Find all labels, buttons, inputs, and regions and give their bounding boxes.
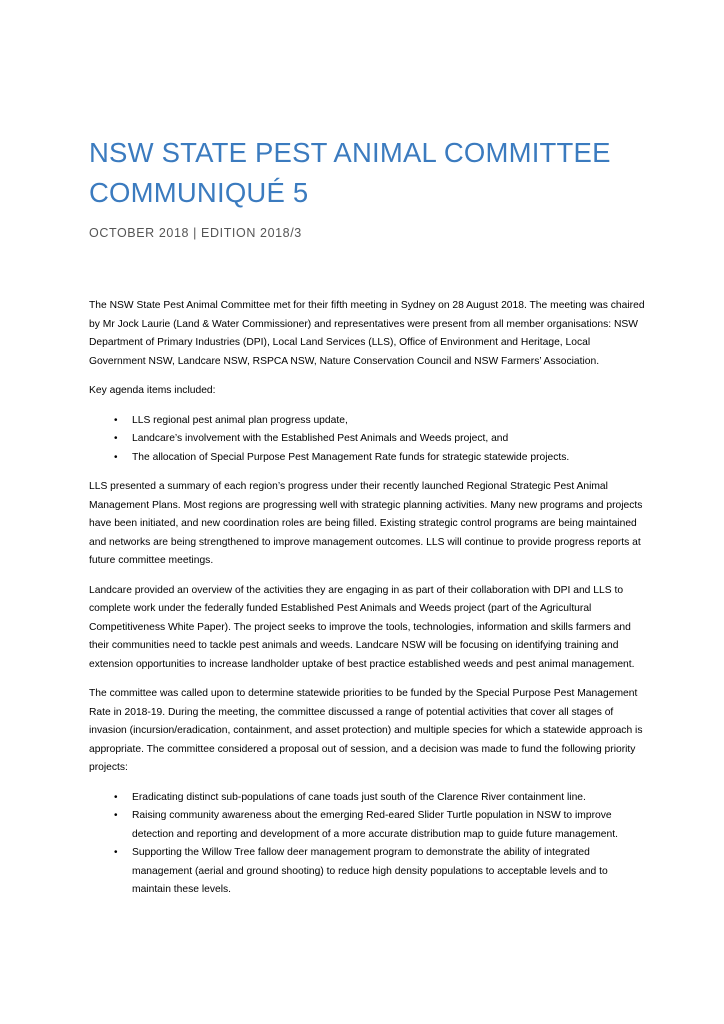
- priority-projects-list: [89, 789, 649, 900]
- document-body: [89, 297, 649, 911]
- agenda-list: [89, 412, 649, 468]
- list-item: • The allocation of Special Purpose Pest Management Rate funds for strategic statewide projects.: [89, 449, 649, 468]
- edition-subtitle: OCTOBER 2018 | EDITION 2018/3: [89, 226, 302, 240]
- lls-summary-paragraph: LLS presented a summary of each region’s progress under their recently launched Regional Strategic Pest Animal Management Plans. Most regions are progressing well with strategic planning activities. Many new programs and projects have been initiated, and new coordination roles are being filled. Existing strategic control programs are being maintained and networks are being strengthened to improve management outcomes. LLS will continue to provide progress reports at future committee meetings.: [89, 481, 643, 566]
- list-item: • Eradicating distinct sub-populations of cane toads just south of the Clarence River containment line.: [89, 789, 649, 808]
- agenda-intro-paragraph: Key agenda items included:: [89, 385, 216, 396]
- landcare-paragraph: Landcare provided an overview of the activities they are engaging in as part of their collaboration with DPI and LLS to complete work under the federally funded Established Pest Animals and Weeds project (part of the Agricultural Competitiveness White Paper). The project seeks to improve the tools, technologies, information and skills farmers and their communities need to tackle pest animals and weeds. Landcare NSW will be focusing on identifying training and extension opportunities to increase landholder uptake of best practice established weeds and pest animal management.: [89, 584, 635, 670]
- list-item: • Raising community awareness about the emerging Red-eared Slider Turtle population in NSW to improve detection and reporting and development of a more accurate distribution map to guide future management.: [89, 807, 649, 844]
- intro-paragraph: The NSW State Pest Animal Committee met for their fifth meeting in Sydney on 28 August 2018. The meeting was chaired by Mr Jock Laurie (Land & Water Commissioner) and representatives were present from all member organisations: NSW Department of Primary Industries (DPI), Local Land Services (LLS), Office of Environment and Heritage, Local Government NSW, Landcare NSW, RSPCA NSW, Nature Conservation Council and NSW Farmers’ Association.: [89, 300, 645, 367]
- title-line-1: NSW STATE PEST ANIMAL COMMITTEE: [89, 137, 611, 168]
- list-item: • LLS regional pest animal plan progress update,: [89, 412, 649, 431]
- priorities-paragraph: The committee was called upon to determine statewide priorities to be funded by the Special Purpose Pest Management Rate in 2018-19. During the meeting, the committee discussed a range of potential activities that cover all stages of invasion (incursion/eradication, containment, and asset protection) and multiple species for which a statewide approach is appropriate. The committee considered a proposal out of session, and a decision was made to fund the following priority projects:: [89, 688, 643, 773]
- page-title: [89, 133, 649, 213]
- title-line-2: COMMUNIQUÉ 5: [89, 177, 309, 208]
- list-item: • Landcare’s involvement with the Established Pest Animals and Weeds project, and: [89, 430, 649, 449]
- list-item: • Supporting the Willow Tree fallow deer management program to demonstrate the ability of integrated management (aerial and ground shooting) to reduce high density populations to acceptable levels and to maintain these levels.: [89, 844, 649, 900]
